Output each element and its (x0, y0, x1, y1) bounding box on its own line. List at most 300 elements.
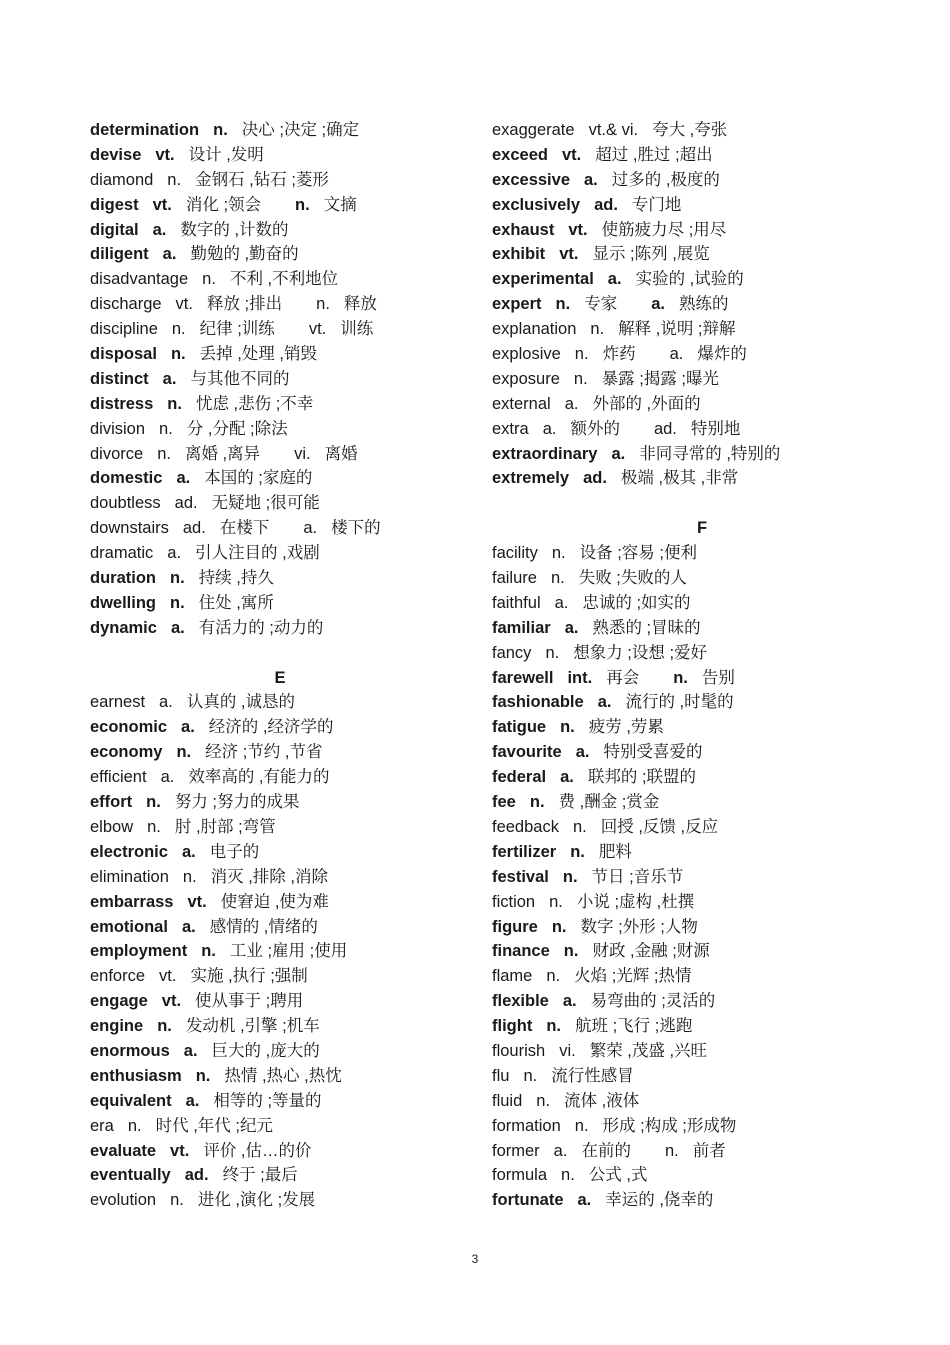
entry-pos: ad. (594, 195, 618, 214)
vocab-entry (492, 118, 912, 143)
vocab-entry (90, 118, 470, 143)
entry-word: disadvantage (90, 270, 189, 289)
entry-pos: n. (195, 1066, 211, 1085)
entry-meaning: 超过 ,胜过 ;超出 (595, 145, 713, 164)
entry-pos: n. (536, 1091, 551, 1110)
entry-word: effort (90, 793, 133, 812)
entry-word: familiar (492, 618, 551, 637)
entry-word: elbow (90, 817, 134, 836)
entry-word: formula (492, 1166, 548, 1185)
entry-meaning-2: 熟练的 (678, 295, 729, 314)
entry-meaning: 形成 ;构成 ;形成物 (602, 1116, 737, 1135)
entry-pos: n. (170, 345, 186, 364)
vocab-entry (492, 218, 912, 243)
entry-pos: n. (590, 320, 605, 339)
vocab-entry (492, 143, 912, 168)
entry-word: fortunate (492, 1191, 564, 1210)
entry-pos: a. (611, 444, 626, 463)
entry-pos: a. (162, 369, 177, 388)
vocab-entry (90, 790, 470, 815)
entry-pos: int. (567, 668, 593, 687)
entry-meaning: 不利 ,不利地位 (229, 270, 339, 289)
entry-pos: a. (185, 1091, 200, 1110)
entry-word: determination (90, 121, 200, 139)
entry-pos: a. (554, 593, 569, 612)
vocab-entry (90, 989, 470, 1014)
vocab-entry (492, 641, 912, 666)
vocab-entry (492, 591, 912, 616)
entry-pos-2: n. (316, 295, 330, 314)
vocab-entry (90, 566, 470, 591)
entry-word: dramatic (90, 544, 154, 563)
entry-pos-2: n. (295, 195, 310, 214)
entry-word: divorce (90, 444, 144, 463)
vocab-entry (492, 342, 912, 367)
entry-word: devise (90, 145, 142, 164)
entry-meaning: 在前的 (581, 1141, 631, 1160)
entry-meaning-2: 特别地 (690, 419, 741, 438)
entry-meaning: 引人注目的 ,戏剧 (195, 544, 320, 563)
entry-pos: n. (546, 1017, 561, 1036)
vocab-entry (492, 1114, 912, 1139)
vocab-entry (492, 890, 912, 915)
entry-pos: vi. (559, 1041, 576, 1060)
entry-pos: a. (181, 917, 196, 936)
entry-word: figure (492, 917, 538, 936)
entry-meaning: 消灭 ,排除 ,消除 (210, 867, 328, 886)
entry-pos: vt. (152, 195, 172, 214)
entry-pos: n. (562, 867, 578, 886)
entry-pos: n. (167, 394, 182, 413)
vocab-entry (492, 1139, 912, 1164)
entry-pos: n. (550, 569, 565, 588)
entry-meaning: 使筋疲力尽 ;用尽 (601, 220, 727, 239)
entry-meaning-2: 离婚 (324, 444, 358, 463)
entry-pos-2: a. (303, 519, 318, 538)
entry-meaning: 肥料 (598, 842, 632, 861)
entry-meaning: 疲劳 ,劳累 (588, 718, 664, 737)
entry-word: digest (90, 195, 139, 214)
entry-meaning: 与其他不同的 (190, 369, 290, 388)
entry-pos: a. (542, 419, 557, 438)
entry-meaning: 外部的 ,外面的 (592, 394, 701, 413)
vocab-entry (90, 392, 470, 417)
entry-pos: vt. (568, 220, 588, 239)
entry-meaning: 实施 ,执行 ;强制 (190, 967, 308, 986)
vocab-entry (90, 516, 470, 541)
vocab-entry (90, 367, 470, 392)
vocab-entry (90, 765, 470, 790)
vocab-entry (90, 915, 470, 940)
entry-meaning: 释放 ;排出 (206, 295, 283, 314)
entry-pos: n. (170, 569, 185, 588)
entry-pos: n. (157, 444, 171, 463)
entry-word: flight (492, 1017, 533, 1036)
entry-meaning: 专家 (584, 295, 618, 314)
entry-meaning: 想象力 ;设想 ;爱好 (573, 643, 708, 662)
entry-meaning: 熟悉的 ;冒昧的 (592, 618, 701, 637)
entry-word: favourite (492, 743, 562, 762)
vocab-entry (492, 790, 912, 815)
vocab-entry (90, 193, 470, 218)
entry-pos: a. (181, 842, 196, 861)
entry-pos-2: vt. (308, 320, 327, 339)
entry-pos: a. (562, 992, 577, 1011)
entry-meaning: 丢掉 ,处理 ,销毁 (199, 345, 317, 364)
entry-word: flu (492, 1066, 510, 1085)
entry-pos: vt. (561, 145, 582, 164)
entry-word: fiction (492, 892, 536, 911)
entry-word: extraordinary (492, 444, 598, 463)
entry-word: fashionable (492, 693, 584, 712)
entry-pos: ad. (174, 494, 198, 513)
entry-meaning-2: 楼下的 (331, 519, 381, 538)
entry-meaning: 解释 ,说明 ;辩解 (618, 320, 736, 339)
vocab-entry (90, 740, 470, 765)
entry-pos: a. (575, 743, 590, 762)
entry-meaning: 终于 ;最后 (222, 1166, 298, 1185)
entry-pos: n. (551, 917, 567, 936)
page-number: 3 (471, 1252, 479, 1266)
right-column (492, 118, 912, 1213)
vocab-entry (90, 218, 470, 243)
entry-word: enormous (90, 1041, 170, 1060)
entry-word: equivalent (90, 1091, 172, 1110)
entry-pos: n. (167, 170, 182, 189)
vocab-entry (90, 890, 470, 915)
entry-pos: n. (574, 1116, 589, 1135)
entry-pos: n. (573, 369, 588, 388)
entry-pos: a. (577, 1191, 592, 1210)
vocab-entry (90, 1089, 470, 1114)
entry-meaning: 实验的 ,试验的 (635, 270, 744, 289)
entry-pos: n. (213, 121, 228, 139)
entry-meaning-2: 爆炸的 (697, 345, 747, 364)
entry-word: federal (492, 768, 547, 787)
entry-meaning: 持续 ,持久 (198, 569, 274, 588)
entry-meaning: 数字的 ,计数的 (180, 220, 289, 239)
entry-meaning: 极端 ,极其 ,非常 (620, 469, 739, 488)
entry-meaning: 易弯曲的 ;灵活的 (590, 992, 716, 1011)
entry-pos: a. (553, 1141, 568, 1160)
entry-word: explosive (492, 345, 561, 364)
entry-pos: a. (183, 1041, 198, 1060)
entry-pos: a. (597, 693, 612, 712)
vocab-entry (492, 989, 912, 1014)
entry-meaning: 忠诚的 ;如实的 (582, 593, 691, 612)
entry-meaning: 再会 (606, 668, 640, 687)
vocab-entry (492, 939, 912, 964)
entry-meaning: 工业 ;雇用 ;使用 (229, 942, 348, 961)
entry-meaning: 评价 ,估…的价 (203, 1141, 312, 1160)
entry-pos: vt. (161, 992, 182, 1011)
entry-pos: a. (159, 693, 173, 712)
entry-meaning: 认真的 ,诚恳的 (186, 693, 295, 712)
entry-meaning-2: 前者 (692, 1141, 726, 1160)
entry-meaning: 回授 ,反馈 ,反应 (600, 817, 719, 836)
entry-word: downstairs (90, 519, 169, 538)
entry-meaning: 忧虑 ,悲伤 ;不幸 (195, 394, 314, 413)
entry-pos-2: a. (669, 345, 684, 364)
entry-word: festival (492, 867, 549, 886)
entry-meaning: 流行性感冒 (551, 1066, 634, 1085)
entry-meaning-2: 文摘 (323, 195, 357, 214)
entry-pos: n. (560, 718, 575, 737)
entry-meaning: 进化 ,演化 ;发展 (197, 1191, 316, 1210)
vocab-entry (492, 1089, 912, 1114)
entry-word: economy (90, 743, 163, 762)
vocab-entry (492, 417, 912, 442)
entry-word: fertilizer (492, 842, 557, 861)
spacer (492, 491, 912, 516)
entry-word: exposure (492, 369, 560, 388)
entry-pos: ad. (184, 1166, 209, 1185)
entry-pos: n. (127, 1116, 142, 1135)
entry-meaning: 火焰 ;光辉 ;热情 (574, 967, 692, 986)
entry-word: exceed (492, 145, 548, 164)
entry-pos: n. (523, 1066, 538, 1085)
vocab-entry (90, 491, 470, 516)
entry-pos: n. (549, 892, 563, 911)
vocab-entry (90, 541, 470, 566)
entry-meaning: 无疑地 ;很可能 (211, 494, 320, 513)
vocab-entry (492, 1039, 912, 1064)
entry-meaning: 分 ,分配 ;除法 (186, 419, 288, 438)
entry-meaning: 在楼下 (219, 519, 270, 538)
entry-word: era (90, 1116, 114, 1135)
vocab-entry (492, 267, 912, 292)
entry-meaning: 肘 ,肘部 ;弯管 (174, 817, 276, 836)
vocab-entry (492, 666, 912, 691)
entry-word: exclusively (492, 195, 581, 214)
entry-word: flexible (492, 992, 549, 1011)
entry-pos-2: a. (651, 295, 665, 314)
vocab-entry (492, 915, 912, 940)
entry-word: formation (492, 1116, 561, 1135)
entry-meaning: 勤勉的 ,勤奋的 (190, 245, 299, 264)
vocab-entry (492, 317, 912, 342)
vocab-entry (492, 392, 912, 417)
entry-meaning: 时代 ,年代 ;纪元 (155, 1116, 273, 1135)
entry-pos: a. (176, 469, 191, 488)
entry-meaning: 繁荣 ,茂盛 ,兴旺 (589, 1041, 708, 1060)
vocab-entry (492, 1188, 912, 1213)
entry-meaning: 公式 ,式 (588, 1166, 648, 1185)
entry-meaning: 航班 ;飞行 ;逃跑 (575, 1017, 693, 1036)
entry-pos: n. (176, 743, 192, 762)
entry-pos: n. (159, 419, 173, 438)
entry-pos: a. (584, 170, 598, 189)
entry-meaning: 财政 ,金融 ;财源 (592, 942, 710, 961)
entry-meaning: 本国的 ;家庭的 (204, 469, 313, 488)
entry-pos: n. (202, 270, 216, 289)
entry-pos: n. (171, 320, 186, 339)
entry-word: economic (90, 718, 168, 737)
entry-pos-2: ad. (653, 419, 677, 438)
entry-meaning: 有活力的 ;动力的 (198, 618, 324, 637)
entry-meaning: 巨大的 ,庞大的 (211, 1041, 320, 1060)
entry-meaning: 联邦的 ;联盟的 (587, 768, 697, 787)
entry-pos: n. (170, 593, 185, 612)
vocab-entry (90, 1039, 470, 1064)
entry-word: experimental (492, 270, 594, 289)
entry-word: embarrass (90, 892, 174, 911)
vocab-entry (492, 964, 912, 989)
vocab-entry (492, 840, 912, 865)
entry-word: division (90, 419, 146, 438)
vocab-entry (90, 317, 470, 342)
entry-word: fancy (492, 643, 532, 662)
entry-meaning: 感情的 ,情绪的 (209, 917, 318, 936)
entry-meaning: 离婚 ,离异 (184, 444, 261, 463)
entry-word: former (492, 1141, 540, 1160)
section-letter: E (274, 668, 286, 687)
vocab-entry (90, 591, 470, 616)
entry-pos: n. (182, 867, 197, 886)
vocab-entry (90, 1139, 470, 1164)
entry-pos: ad. (182, 519, 206, 538)
entry-pos: n. (529, 793, 545, 812)
vocab-entry (492, 466, 912, 491)
entry-meaning: 决心 ;决定 ;确定 (241, 121, 360, 139)
entry-meaning: 专门地 (631, 195, 682, 214)
entry-word: earnest (90, 693, 146, 712)
entry-meaning: 热情 ,热心 ,热忱 (224, 1066, 342, 1085)
entry-meaning: 努力 ;努力的成果 (174, 793, 300, 812)
entry-meaning: 纪律 ;训练 (199, 320, 275, 339)
entry-word: efficient (90, 768, 147, 787)
entry-meaning: 消化 ;领会 (185, 195, 262, 214)
vocab-entry (90, 1114, 470, 1139)
entry-word: digital (90, 220, 139, 239)
vocab-entry (90, 267, 470, 292)
entry-word: doubtless (90, 494, 161, 513)
entry-word: flourish (492, 1041, 546, 1060)
vocab-entry (492, 765, 912, 790)
entry-word: employment (90, 942, 188, 961)
entry-meaning: 电子的 (209, 842, 260, 861)
vocab-entry (492, 690, 912, 715)
entry-word: enthusiasm (90, 1066, 182, 1085)
entry-word: elimination (90, 867, 169, 886)
entry-meaning: 相等的 ;等量的 (213, 1091, 322, 1110)
vocab-entry (90, 840, 470, 865)
entry-word: exhaust (492, 220, 555, 239)
entry-word: fee (492, 793, 516, 812)
vocab-entry (492, 566, 912, 591)
entry-pos: a. (167, 544, 182, 563)
entry-meaning: 住处 ,寓所 (198, 593, 274, 612)
vocab-entry (90, 143, 470, 168)
entry-word: exhibit (492, 245, 546, 264)
entry-pos: n. (551, 544, 566, 563)
entry-meaning: 非同寻常的 ,特别的 (639, 444, 781, 463)
entry-word: disposal (90, 345, 157, 364)
entry-word: facility (492, 544, 538, 563)
entry-pos: a. (564, 394, 579, 413)
entry-meaning: 显示 ;陈列 ,展览 (592, 245, 710, 264)
entry-pos: vt. (559, 245, 579, 264)
entry-pos-2: vi. (294, 444, 311, 463)
entry-word: farewell (492, 668, 554, 687)
vocab-entry (90, 939, 470, 964)
vocab-entry (90, 865, 470, 890)
entry-word: excessive (492, 170, 570, 189)
vocab-entry (90, 1188, 470, 1213)
vocab-entry (90, 242, 470, 267)
entry-word: eventually (90, 1166, 171, 1185)
entry-meaning: 经济 ;节约 ,节省 (205, 743, 323, 762)
entry-word: engine (90, 1017, 144, 1036)
entry-meaning: 失败 ;失败的人 (578, 569, 687, 588)
entry-pos: vt. (170, 1141, 190, 1160)
entry-meaning: 流行的 ,时髦的 (625, 693, 734, 712)
vocab-entry (492, 442, 912, 467)
entry-word: enforce (90, 967, 146, 986)
entry-pos: vt. (159, 967, 177, 986)
entry-word: fatigue (492, 718, 547, 737)
entry-word: domestic (90, 469, 163, 488)
vocab-entry (492, 193, 912, 218)
vocab-entry (90, 168, 470, 193)
entry-meaning-2: 释放 (343, 295, 377, 314)
entry-word: diligent (90, 245, 149, 264)
vocab-entry (90, 964, 470, 989)
entry-word: extra (492, 419, 529, 438)
entry-word: feedback (492, 817, 559, 836)
entry-pos: n. (545, 643, 560, 662)
entry-meaning: 使从事于 ;聘用 (195, 992, 304, 1011)
entry-word: expert (492, 295, 542, 314)
entry-meaning: 经济的 ,经济学的 (208, 718, 334, 737)
entry-meaning: 使窘迫 ,使为难 (220, 892, 329, 911)
entry-meaning: 幸运的 ,侥幸的 (605, 1191, 714, 1210)
entry-word: faithful (492, 593, 541, 612)
entry-word: extremely (492, 469, 570, 488)
vocab-entry (90, 616, 470, 641)
entry-word: failure (492, 569, 537, 588)
entry-pos: a. (564, 618, 579, 637)
entry-word: diamond (90, 170, 154, 189)
entry-pos: a. (160, 768, 175, 787)
entry-meaning: 效率高的 ,有能力的 (188, 768, 330, 787)
entry-pos: vt. (175, 295, 193, 314)
entry-word: emotional (90, 917, 168, 936)
entry-word: engage (90, 992, 148, 1011)
vocab-entry (90, 1014, 470, 1039)
entry-meaning: 小说 ;虚构 ,杜撰 (576, 892, 695, 911)
vocab-entry (90, 292, 470, 317)
entry-word: duration (90, 569, 156, 588)
entry-pos: a. (181, 718, 195, 737)
entry-pos: n. (555, 295, 571, 314)
entry-meaning: 特别受喜爱的 (603, 743, 703, 762)
vocab-entry (492, 715, 912, 740)
entry-pos: n. (157, 1017, 172, 1036)
vocab-entry (492, 1163, 912, 1188)
entry-pos: n. (546, 967, 561, 986)
entry-pos: n. (170, 1191, 184, 1210)
vocab-entry (492, 242, 912, 267)
entry-pos: n. (570, 842, 585, 861)
entry-pos: vt. (155, 145, 175, 164)
vocab-entry (90, 417, 470, 442)
entry-pos: n. (201, 942, 216, 961)
entry-meaning: 过多的 ,极度的 (611, 170, 720, 189)
entry-meaning-2: 告别 (701, 668, 735, 687)
entry-pos: n. (572, 817, 587, 836)
entry-meaning: 费 ,酬金 ;赏金 (558, 793, 660, 812)
